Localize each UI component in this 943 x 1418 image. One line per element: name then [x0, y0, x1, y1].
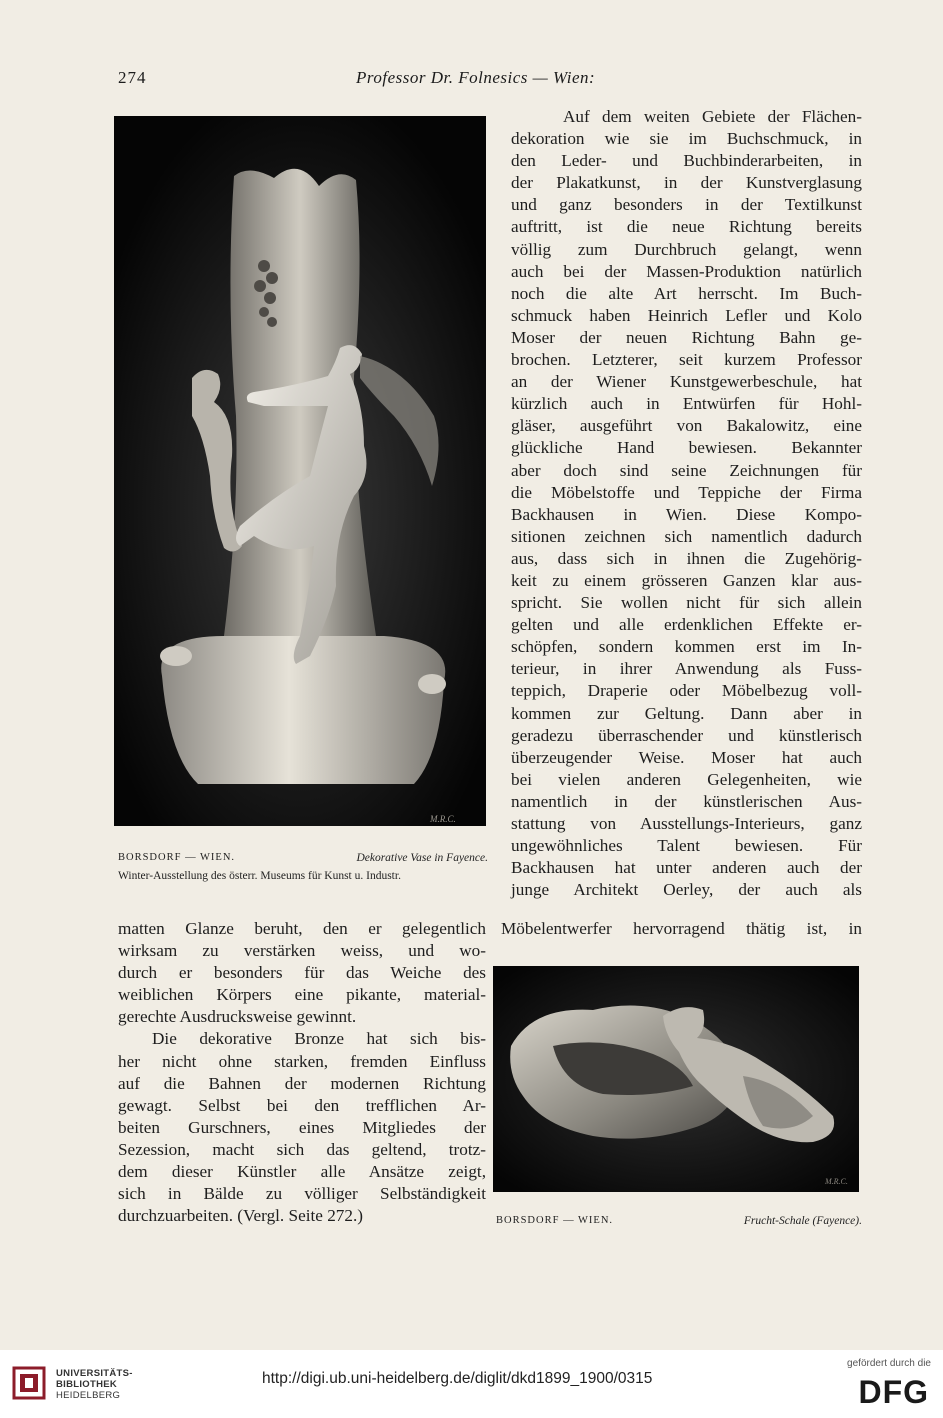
text-line: Backhausen in Wien. Diese Kompo-	[511, 504, 862, 524]
text-line: her nicht ohne starken, fremden Einfluss	[118, 1051, 486, 1071]
right-column-text	[511, 106, 862, 901]
running-head	[118, 68, 858, 94]
text-line: auf die Bahnen der modernen Richtung	[118, 1073, 486, 1093]
bowl-caption-title: Frucht-Schale (Fayence).	[743, 1215, 862, 1227]
text-line: Die dekorative Bronze hat sich bis-	[152, 1029, 486, 1049]
text-line: brochen. Letzterer, seit kurzem Professor	[511, 350, 862, 370]
text-line: gerechte Ausdrucksweise gewinnt.	[118, 1007, 357, 1027]
text-line: aber doch sind seine Zeichnungen für	[511, 460, 862, 480]
text-line: sich in Bälde zu völliger Selbständigkeit	[118, 1184, 486, 1204]
text-line: gelten und alle erdenklichen Effekte er-	[511, 615, 862, 635]
vase-caption-title: Dekorative Vase in Fayence.	[356, 852, 488, 864]
vase-caption-exhibition: Winter-Ausstellung des österr. Museums für Kunst u. Industr.	[118, 870, 401, 882]
text-line: stattung von Ausstellungs-Interieurs, ganz	[511, 814, 862, 833]
vase-illustration	[114, 116, 486, 826]
library-line-1: UNIVERSITÄTS-	[56, 1368, 133, 1379]
text-line: Moser der neuen Richtung Bahn ge-	[511, 327, 862, 347]
bowl-caption	[496, 1215, 862, 1233]
library-name	[56, 1368, 133, 1401]
text-line: kürzlich auch in Entwürfen für Hohl-	[511, 394, 862, 414]
text-line: gewagt. Selbst bei den trefflichen Ar-	[118, 1095, 486, 1115]
vase-monogram: M.R.C.	[430, 814, 456, 824]
text-line: Möbelentwerfer hervorragend thätig ist, in	[501, 919, 862, 938]
text-line: durch er besonders für das Weiche des	[118, 963, 486, 983]
text-line: auftritt, ist die neue Richtung bereits	[511, 217, 862, 237]
text-line: dem dieser Künstler alle Ansätze zeigt,	[118, 1162, 486, 1182]
text-line: bei vielen anderen Gelegenheiten, wie	[511, 769, 862, 789]
vase-caption	[118, 852, 488, 888]
text-line: dekoration wie sie im Buchschmuck, in	[511, 129, 862, 149]
university-library-logo[interactable]	[10, 1362, 133, 1408]
text-line: spricht. Sie wollen nicht für sich allein	[511, 593, 862, 613]
text-line: weiblichen Körpers eine pikante, material-	[118, 985, 486, 1005]
text-line: beiten Gurschners, eines Mitgliedes der	[118, 1117, 486, 1137]
vase-caption-maker: BORSDORF — WIEN.	[118, 852, 236, 863]
funding-note: gefördert durch die	[847, 1358, 931, 1369]
digitization-footer	[0, 1350, 943, 1418]
text-line: glückliche Hand bewiesen. Bekannter	[511, 438, 862, 458]
bowl-monogram: M.R.C.	[825, 1177, 848, 1186]
text-line: terieur, in ihrer Anwendung als Fuss-	[511, 659, 862, 679]
text-line: geradezu überraschender und künstlerisch	[511, 725, 862, 745]
text-line: sitionen zeichnen sich namentlich dadurch	[511, 526, 862, 546]
text-line: namentlich in der künstlerischen Aus-	[511, 791, 862, 811]
text-line: teppich, Draperie oder Möbelbezug voll-	[511, 681, 862, 701]
text-line: völlig zum Durchbruch gelangt, wenn	[511, 239, 862, 259]
text-line: schöpfen, sondern kommen erst im In-	[511, 637, 862, 657]
text-line: Sezession, macht sich das geltend, trotz-	[118, 1139, 486, 1159]
library-line-3: HEIDELBERG	[56, 1390, 121, 1401]
text-line: wirksam zu verstärken weiss, und wo-	[118, 941, 486, 961]
text-line: schmuck haben Heinrich Lefler und Kolo	[511, 305, 862, 325]
bowl-photo	[493, 966, 859, 1192]
text-line: matten Glanze beruht, den er gelegentlich	[118, 919, 486, 938]
text-line: ungewöhnliches Talent bewiesen. Für	[511, 836, 862, 856]
library-line-2: BIBLIOTHEK	[56, 1379, 118, 1390]
text-line: auch bei der Massen-Produktion natürlich	[511, 261, 862, 281]
text-line: Backhausen hat unter anderen auch der	[511, 858, 862, 878]
wide-text-line-block	[501, 918, 862, 940]
text-line: überzeugender Weise. Moser hat auch	[511, 747, 862, 767]
text-line: an der Wiener Kunstgewerbeschule, hat	[511, 372, 862, 392]
text-line: den Leder- und Buchbinderarbeiten, in	[511, 151, 862, 171]
text-line: Auf dem weiten Gebiete der Flächen-	[563, 107, 862, 126]
text-line: durchzuarbeiten. (Vergl. Seite 272.)	[118, 1206, 363, 1226]
text-line: noch die alte Art herrscht. Im Buch-	[511, 283, 862, 303]
text-line: der Plakatkunst, in der Kunstverglasung	[511, 173, 862, 193]
bowl-illustration	[493, 966, 859, 1192]
text-line: keit zu einem grösseren Ganzen klar aus-	[511, 570, 862, 590]
text-line: kommen zur Geltung. Dann aber in	[511, 703, 862, 723]
text-line: und ganz besonders in der Textilkunst	[511, 195, 862, 215]
dfg-logo[interactable]: DFG	[858, 1374, 929, 1410]
text-line: junge Architekt Oerley, der auch als	[511, 880, 862, 900]
text-line: gläser, ausgeführt von Bakalowitz, eine	[511, 416, 862, 436]
library-seal-icon	[10, 1362, 48, 1404]
bowl-caption-maker: BORSDORF — WIEN.	[496, 1215, 614, 1226]
text-line: aus, dass sich in ihnen die Zugehörig-	[511, 548, 862, 568]
text-line: die Möbelstoffe und Teppiche der Firma	[511, 482, 862, 502]
vase-photo	[114, 116, 486, 826]
running-title: Professor Dr. Folnesics — Wien:	[356, 68, 596, 87]
left-column-text	[118, 918, 486, 1227]
permalink-url[interactable]: http://digi.ub.uni-heidelberg.de/diglit/dkd1899_1900/0315	[262, 1370, 653, 1387]
page-number: 274	[118, 68, 147, 87]
